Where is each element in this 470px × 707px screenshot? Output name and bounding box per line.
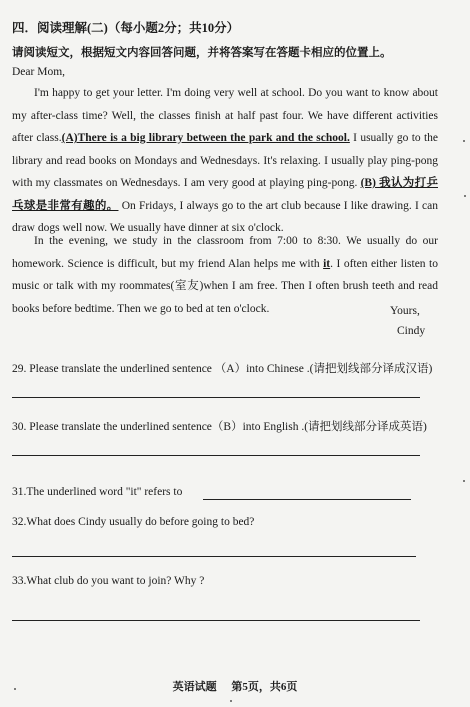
- question-31: 31.The underlined word "it" refers to: [12, 486, 183, 498]
- section-title: 四．阅读理解(二)（每小题2分；共10分）: [12, 21, 240, 35]
- p1-text-after: On Fridays, I always go to the art club because I like drawing. I can draw dogs well now. We usually have dinner at six o'clock.: [12, 199, 438, 234]
- question-33: 33.What club do you want to join? Why ?: [12, 575, 205, 587]
- letter-closing: Yours,: [390, 305, 420, 317]
- letter-signature: Cindy: [397, 325, 426, 337]
- answer-line-31[interactable]: [203, 499, 411, 500]
- p1-text-before: I'm happy to get your letter. I'm doing very well at school. Do you want to know about my after-class time? Well, the classes finish at half past four. We have different activities after class.: [12, 87, 438, 144]
- scan-speck: [464, 195, 466, 197]
- letter-paragraph-2: [12, 230, 438, 320]
- instruction: 请阅读短文，根据短文内容回答问题，并将答案写在答题卡相应的位置上。: [12, 47, 392, 59]
- answer-line-30[interactable]: [12, 455, 420, 456]
- footer-subject: 英语试题: [172, 681, 217, 693]
- letter-greeting: Dear Mom,: [12, 66, 66, 78]
- question-29: 29. Please translate the underlined sentence （A）into Chinese .(请把划线部分译成汉语): [12, 363, 433, 375]
- p2-text-after: . I often either listen to music or talk with my roommates(室友)when I am free. Then I often brush teeth and read books before bedtime. Then we go to bed at ten o'clock.: [12, 257, 438, 315]
- scan-speck: [463, 480, 465, 482]
- underlined-word-it: it: [323, 257, 331, 270]
- footer-page-number: 第5页，共6页: [231, 681, 298, 693]
- question-32: 32.What does Cindy usually do before going to bed?: [12, 516, 255, 528]
- answer-line-33[interactable]: [12, 620, 420, 621]
- scan-speck: [14, 688, 16, 690]
- letter-paragraph-1: [12, 82, 438, 240]
- page-footer: [0, 678, 470, 694]
- question-30: 30. Please translate the underlined sentence（B）into English .(请把划线部分译成英语): [12, 421, 427, 433]
- underlined-sentence-a: (A)There is a big library between the park and the school.: [61, 132, 350, 144]
- answer-line-32[interactable]: [12, 556, 416, 557]
- underlined-sentence-b: (B) 我认为打乒乓球是非常有趣的。: [12, 177, 438, 212]
- p1-text-middle: I usually go to the library and read books on Mondays and Wednesdays. It's relaxing. I usually play ping-pong with my classmates on Wednesdays. I am very good at playing ping-pong.: [12, 132, 439, 189]
- p2-text-before: In the evening, we study in the classroom from 7:00 to 8:30. We usually do our homework. Science is difficult, but my friend Alan helps me with: [12, 235, 438, 270]
- scan-speck: [230, 700, 232, 702]
- scan-speck: [463, 140, 465, 142]
- answer-line-29[interactable]: [12, 397, 420, 398]
